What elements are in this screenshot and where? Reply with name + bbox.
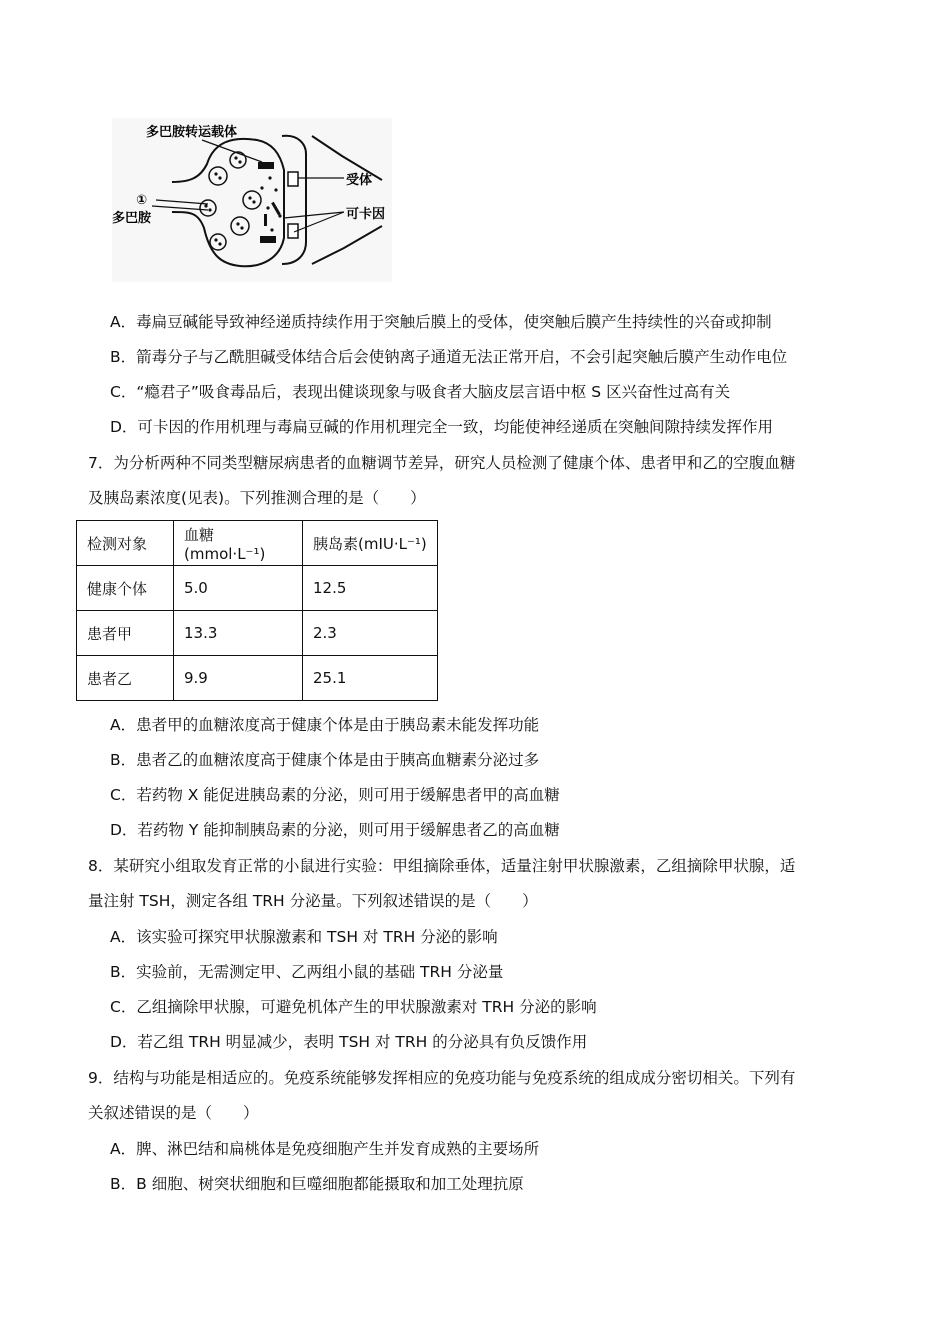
q9-option-b: B．B 细胞、树突状细胞和巨噬细胞都能摄取和加工处理抗原	[110, 1175, 524, 1193]
label-dopamine: 多巴胺	[112, 211, 152, 226]
table-header-cell: 血糖(mmol·L⁻¹)	[174, 521, 303, 566]
synapse-diagram	[112, 118, 392, 282]
table-cell: 5.0	[174, 566, 303, 611]
table-cell: 25.1	[303, 656, 438, 701]
table-row	[77, 656, 438, 701]
q8-stem-line2: 量注射 TSH，测定各组 TRH 分泌量。下列叙述错误的是（ ）	[88, 892, 538, 910]
q8-option-c: C．乙组摘除甲状腺，可避免机体产生的甲状腺激素对 TRH 分泌的影响	[110, 998, 597, 1016]
q9-stem-line1: 9．结构与功能是相适应的。免疫系统能够发挥相应的免疫功能与免疫系统的组成成分密切相关。下列有	[88, 1069, 796, 1087]
q6-option-b: B．箭毒分子与乙酰胆碱受体结合后会使钠离子通道无法正常开启，不会引起突触后膜产生动作电位	[110, 348, 788, 366]
q7-option-a: A．患者甲的血糖浓度高于健康个体是由于胰岛素未能发挥功能	[110, 716, 540, 734]
q7-option-c: C．若药物 X 能促进胰岛素的分泌，则可用于缓解患者甲的高血糖	[110, 786, 560, 804]
q7-option-b: B．患者乙的血糖浓度高于健康个体是由于胰高血糖素分泌过多	[110, 751, 540, 769]
q7-data-table	[76, 520, 438, 701]
q9-option-a: A．脾、淋巴结和扁桃体是免疫细胞产生并发育成熟的主要场所	[110, 1140, 540, 1158]
q7-stem-line2: 及胰岛素浓度(见表)。下列推测合理的是（ ）	[88, 489, 426, 507]
q8-option-a: A．该实验可探究甲状腺激素和 TSH 对 TRH 分泌的影响	[110, 928, 498, 946]
table-row	[77, 566, 438, 611]
table-cell: 患者甲	[77, 611, 174, 656]
label-dopamine-transporter: 多巴胺转运载体	[146, 125, 238, 140]
q7-stem-line1: 7．为分析两种不同类型糖尿病患者的血糖调节差异，研究人员检测了健康个体、患者甲和乙的空腹血糖	[88, 454, 796, 472]
q6-option-a: A．毒扁豆碱能导致神经递质持续作用于突触后膜上的受体，使突触后膜产生持续性的兴奋或抑制	[110, 313, 772, 331]
table-cell: 健康个体	[77, 566, 174, 611]
table-row	[77, 611, 438, 656]
table-header-row	[77, 521, 438, 566]
table-cell: 患者乙	[77, 656, 174, 701]
label-cocaine: 可卡因	[346, 207, 386, 222]
q6-option-d: D．可卡因的作用机理与毒扁豆碱的作用机理完全一致，均能使神经递质在突触间隙持续发挥作用	[110, 418, 773, 436]
q8-option-d: D．若乙组 TRH 明显减少，表明 TSH 对 TRH 的分泌具有负反馈作用	[110, 1033, 588, 1051]
table-cell: 9.9	[174, 656, 303, 701]
table-cell: 12.5	[303, 566, 438, 611]
q8-stem-line1: 8．某研究小组取发育正常的小鼠进行实验：甲组摘除垂体，适量注射甲状腺激素，乙组摘除甲状腺，适	[88, 857, 796, 875]
table-cell: 13.3	[174, 611, 303, 656]
q9-stem-line2: 关叙述错误的是（ ）	[88, 1104, 259, 1122]
label-circle-1: ①	[136, 193, 148, 208]
label-receptor: 受体	[346, 173, 373, 188]
q8-option-b: B．实验前，无需测定甲、乙两组小鼠的基础 TRH 分泌量	[110, 963, 504, 981]
table-header-cell: 胰岛素(mIU·L⁻¹)	[303, 521, 438, 566]
table-header-cell: 检测对象	[77, 521, 174, 566]
table-cell: 2.3	[303, 611, 438, 656]
q7-option-d: D．若药物 Y 能抑制胰岛素的分泌，则可用于缓解患者乙的高血糖	[110, 821, 560, 839]
q6-option-c: C．“瘾君子”吸食毒品后，表现出健谈现象与吸食者大脑皮层言语中枢 S 区兴奋性过高有关	[110, 383, 731, 401]
